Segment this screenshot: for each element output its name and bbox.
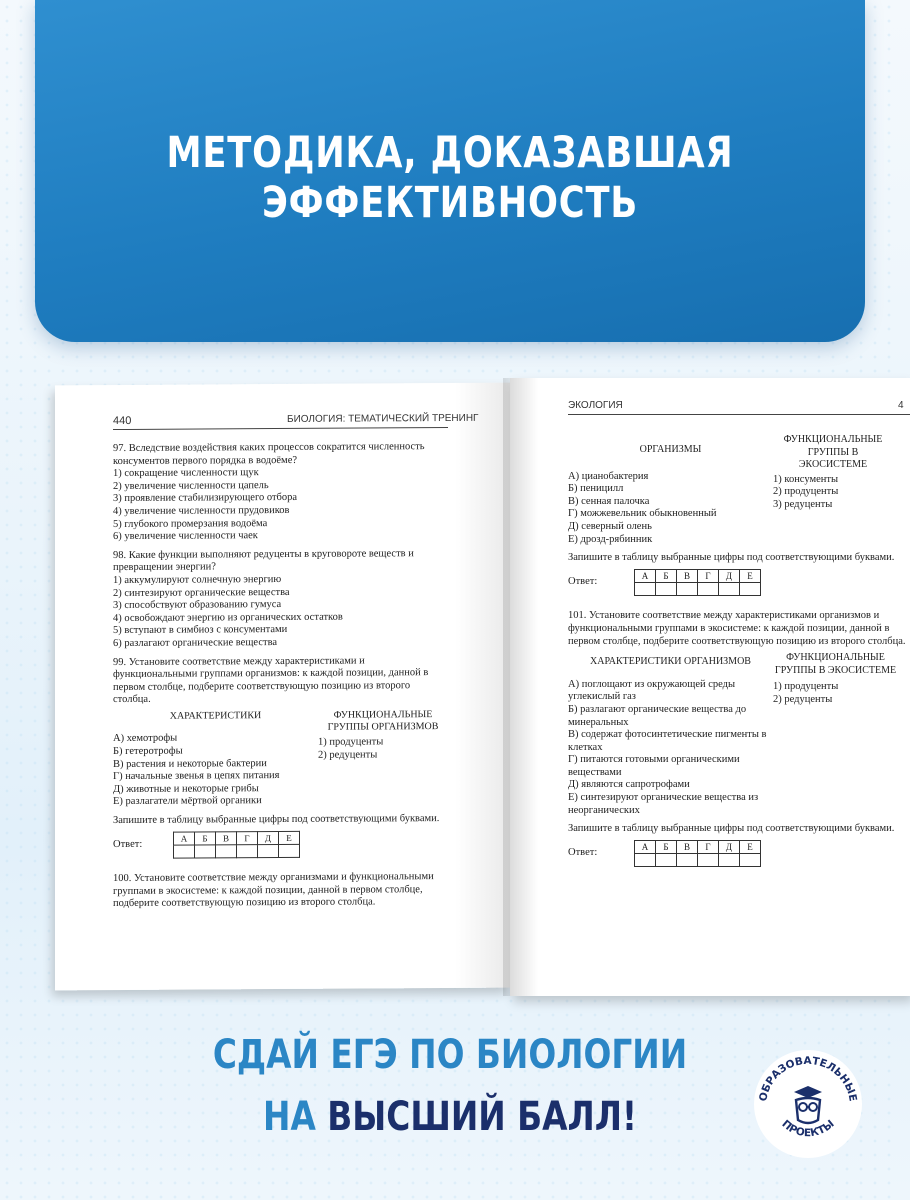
match-item: 1) консументы [773, 473, 839, 485]
match-item: 2) редуценты [773, 693, 833, 705]
answer-letter: Д [719, 840, 740, 854]
option: 3) способствуют образованию гумуса [113, 599, 282, 612]
publisher-logo [752, 1048, 864, 1160]
answer-table [634, 840, 761, 868]
header-rule [568, 414, 910, 415]
answer-letter: Б [656, 569, 677, 583]
headline-prefix: НА [263, 1094, 328, 1140]
answer-cell [635, 583, 656, 596]
answer-letter: Г [698, 569, 719, 583]
answer-letter: Е [740, 840, 761, 854]
header-rule [113, 427, 448, 430]
match-item: Е) дрозд-рябинник [568, 533, 653, 545]
q98-text: 98. Какие функции выполняют редуценты в круговороте веществ и превращении энергии? [113, 547, 414, 574]
left-content [113, 441, 449, 911]
answer-cell [698, 854, 719, 867]
answer-label: Ответ: [568, 576, 598, 588]
match-item: Б) гетеротрофы [113, 745, 183, 758]
answer-letter: В [216, 831, 237, 845]
option: 4) освобождают энергию из органических остатков [113, 611, 343, 624]
match-item: А) цианобактерия [568, 470, 649, 482]
match-item: Д) являются сапротрофами [568, 779, 690, 791]
answer-letter: Д [719, 569, 740, 583]
answer-cell [740, 854, 761, 867]
top-banner [35, 0, 865, 342]
answer-cell [174, 845, 195, 858]
headline-line2 [81, 1094, 819, 1140]
answer-cell [195, 845, 216, 858]
answer-cell [635, 854, 656, 867]
answer-letter: Б [195, 832, 216, 846]
answer-letter: Б [656, 840, 677, 854]
running-head: ЭКОЛОГИЯ [568, 400, 623, 411]
answer-cell [258, 845, 279, 858]
answer-cell [698, 583, 719, 596]
option: 2) увеличение численности цапель [113, 479, 269, 492]
answer-cell [279, 845, 300, 858]
column-header: ОРГАНИЗМЫ [639, 444, 702, 455]
option: 1) аккумулируют солнечную энергию [113, 573, 282, 586]
answer-cell [237, 845, 258, 858]
answer-label: Ответ: [568, 847, 598, 859]
left-page [55, 383, 510, 991]
page-number: 440 [113, 414, 132, 428]
answer-label: Ответ: [113, 838, 143, 851]
headline-emphasis: ВЫСШИЙ БАЛЛ! [327, 1094, 637, 1140]
option: 5) вступают в симбиоз с консументами [113, 624, 288, 637]
option: 4) увеличение численности прудовиков [113, 504, 290, 518]
option: 6) увеличение численности чаек [113, 530, 258, 543]
answer-letter: Е [740, 569, 761, 583]
headline-line1: СДАЙ ЕГЭ ПО БИОЛОГИИ [212, 1032, 688, 1078]
q101-text: 101. Установите соответствие между характеристиками организмов и функциональными группами в экосистеме: к каждой позиции, данной в первом столбце, подберите соответствующую позицию из второго столбца. [568, 610, 906, 647]
q97-text: 97. Вследствие воздействия каких процессов сократится численность консументов первого порядка в водоёме? [113, 441, 425, 467]
match-item: В) растения и некоторые бактерии [113, 757, 267, 770]
option: 2) синтезируют органические вещества [113, 586, 290, 599]
answer-letter: В [677, 840, 698, 854]
option: 6) разлагают органические вещества [113, 636, 278, 649]
match-item: 2) редуценты [318, 749, 378, 761]
match-item: А) хемотрофы [113, 733, 178, 745]
write-instruction: Запишите в таблицу выбранные цифры под соответствующими буквами. [113, 813, 440, 827]
match-item: Б) разлагают органические вещества до минеральных [568, 703, 747, 728]
answer-cell [719, 583, 740, 596]
option: 3) проявление стабилизирующего отбора [113, 492, 298, 505]
answer-cell [216, 845, 237, 858]
running-head: БИОЛОГИЯ: ТЕМАТИЧЕСКИЙ ТРЕНИНГ [287, 412, 479, 425]
logo-text-bottom: ПРОЕКТЫ [779, 1117, 837, 1140]
q99-text: 99. Установите соответствие между характеристиками и функциональными группами организмов: к каждой позиции, данной в первом столбце, подберите соответствующую позицию из второго столбца. [113, 654, 429, 706]
q100-text: 100. Установите соответствие между организмами и функциональными группами в экосистеме: к каждой позиции, данной в первом столбце, подберите соответствующую позицию из второго столбца. [113, 871, 434, 910]
logo-text-top: ОБРАЗОВАТЕЛЬНЫЕ [757, 1054, 859, 1103]
match-item: Е) синтезируют органические вещества из неорганических [568, 792, 759, 816]
answer-table [173, 831, 300, 859]
match-item: Г) питаются готовыми органическими веществами [568, 754, 740, 778]
answer-cell [719, 854, 740, 867]
open-book [55, 378, 906, 1003]
column-header: ФУНКЦИОНАЛЬНЫЕ ГРУППЫ В ЭКОСИСТЕМЕ [774, 652, 897, 676]
match-item: В) сенная палочка [568, 495, 650, 507]
answer-letter: А [174, 832, 195, 846]
match-item: Б) пеницилл [568, 483, 624, 495]
answer-cell [740, 583, 761, 596]
match-item: 1) продуценты [773, 681, 839, 693]
column-header: ФУНКЦИОНАЛЬНЫЕ ГРУППЫ ОРГАНИЗМОВ [327, 708, 439, 734]
answer-letter: В [677, 569, 698, 583]
match-item: Г) можжевельник обыкновенный [568, 508, 717, 520]
answer-cell [677, 854, 698, 867]
page-number: 4 [898, 400, 904, 411]
option: 1) сокращение численности щук [113, 467, 259, 480]
answer-cell [656, 583, 677, 596]
answer-letter: Г [237, 831, 258, 845]
column-header: ХАРАКТЕРИСТИКИ [169, 710, 262, 722]
match-item: Д) северный олень [568, 520, 652, 532]
answer-letter: Е [279, 831, 300, 845]
match-item: Д) животные и некоторые грибы [113, 782, 259, 795]
write-instruction: Запишите в таблицу выбранные цифры под соответствующими буквами. [568, 823, 895, 835]
match-item: Г) начальные звенья в цепях питания [113, 770, 280, 783]
answer-cell [656, 854, 677, 867]
right-content [568, 434, 910, 867]
match-item: Е) разлагатели мёртвой органики [113, 795, 262, 808]
right-page [510, 378, 910, 996]
option: 5) глубокого промерзания водоёма [113, 517, 268, 530]
answer-letter: А [635, 569, 656, 583]
answer-letter: Д [258, 831, 279, 845]
answer-table [634, 569, 761, 597]
match-item: А) поглощают из окружающей среды углекислый газ [568, 678, 736, 703]
answer-cell [677, 583, 698, 596]
column-header: ФУНКЦИОНАЛЬНЫЕ ГРУППЫ В ЭКОСИСТЕМЕ [783, 434, 883, 471]
match-item: 3) редуценты [773, 498, 833, 510]
match-item: 1) продуценты [318, 736, 384, 748]
answer-letter: Г [698, 840, 719, 854]
write-instruction: Запишите в таблицу выбранные цифры под соответствующими буквами. [568, 552, 895, 564]
match-item: 2) продуценты [773, 486, 839, 498]
answer-letter: А [635, 840, 656, 854]
column-header: ХАРАКТЕРИСТИКИ ОРГАНИЗМОВ [590, 656, 751, 668]
banner-title: МЕТОДИКА, ДОКАЗАВШАЯ ЭФФЕКТИВНОСТЬ [166, 128, 734, 228]
match-item: В) содержат фотосинтетические пигменты в клетках [568, 729, 767, 753]
